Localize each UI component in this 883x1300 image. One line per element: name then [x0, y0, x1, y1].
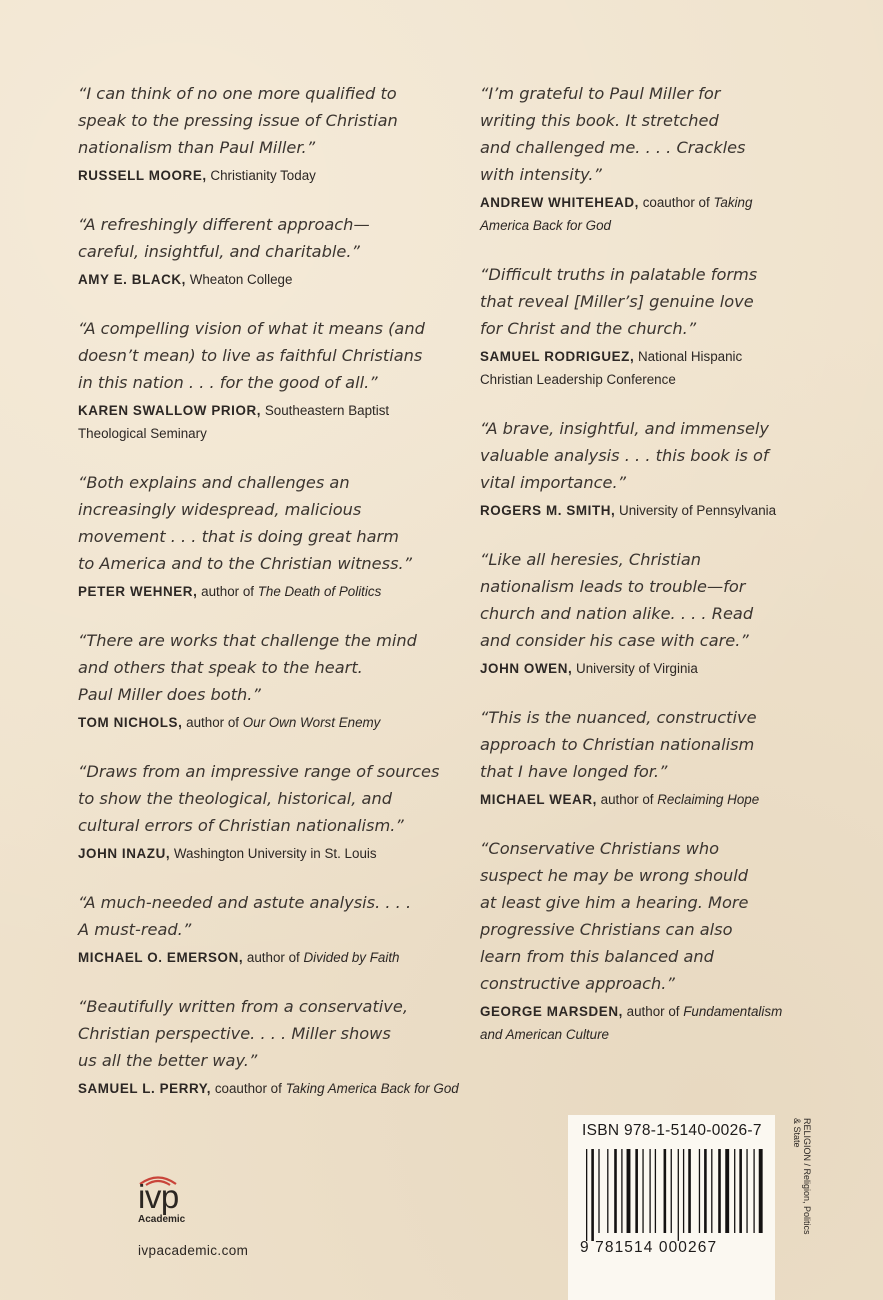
barcode-bar [591, 1149, 594, 1241]
endorsement-quote: “There are works that challenge the mind and others that speak to the heart. Paul Miller does both.” [78, 631, 417, 704]
barcode-bar [718, 1149, 721, 1233]
endorser-book-title: Our Own Worst Enemy [242, 715, 381, 730]
endorsement-quote: “Like all heresies, Christian nationalism leads to trouble—for church and nation alike. . . . Read and consider his case with care.” [480, 550, 754, 650]
endorser-affiliation: coauthor of [638, 195, 714, 210]
logo-wordmark: ivp [138, 1178, 179, 1215]
endorser-affiliation: author of [622, 1004, 684, 1019]
barcode-bar [704, 1149, 707, 1233]
endorser-affiliation: National Hispanic Christian Leadership Conference [480, 349, 743, 387]
logo-imprint: Academic [138, 1214, 186, 1225]
endorser-name: JOHN INAZU, [78, 846, 171, 861]
endorser-affiliation: University of Virginia [572, 661, 698, 676]
endorsement-quote: “I can think of no one more qualified to speak to the pressing issue of Christian nationalism than Paul Miller.” [78, 84, 398, 157]
barcode-bar [586, 1149, 587, 1241]
endorsement-attribution [78, 946, 468, 969]
endorser-affiliation: author of [596, 792, 658, 807]
barcode-digits: 9 781514 000267 [580, 1239, 718, 1256]
barcode-bar [753, 1149, 754, 1233]
endorsement [480, 261, 820, 391]
endorser-name: TOM NICHOLS, [78, 715, 183, 730]
endorsement-attribution [78, 711, 468, 734]
barcode-bar [627, 1149, 631, 1233]
endorsement-attribution [480, 788, 820, 811]
endorsements-left-column [78, 80, 468, 1124]
endorsement-attribution [78, 580, 468, 603]
endorser-name: MICHAEL WEAR, [480, 792, 597, 807]
endorser-book-title: The Death of Politics [257, 584, 382, 599]
endorsement-quote: “Beautifully written from a conservative, Christian perspective. . . . Miller shows us all the better way.” [78, 997, 408, 1070]
endorsement-attribution [78, 399, 468, 445]
endorsement-attribution [78, 164, 468, 187]
endorsement [78, 627, 468, 734]
barcode-bar [664, 1149, 667, 1233]
endorser-book-title: Fundamentalism and American Culture [480, 1004, 783, 1042]
endorsement-quote: “A refreshingly different approach— careful, insightful, and charitable.” [78, 215, 370, 261]
barcode-bar [642, 1149, 643, 1233]
endorsement-attribution [480, 191, 820, 237]
endorser-affiliation: coauthor of [211, 1081, 286, 1096]
endorser-book-title: Taking America Back for God [480, 195, 753, 233]
endorsement-attribution [78, 268, 468, 291]
endorsement-attribution [480, 345, 820, 391]
barcode-bar [649, 1149, 650, 1233]
endorsement-attribution [78, 842, 468, 865]
endorser-affiliation: University of Pennsylvania [615, 503, 777, 518]
endorsement [480, 546, 820, 680]
endorsement [78, 993, 468, 1100]
barcode-bar [739, 1149, 742, 1233]
endorsement [78, 80, 468, 187]
endorsement-attribution [480, 1000, 820, 1046]
barcode-panel [568, 1115, 775, 1300]
endorser-affiliation: author of [197, 584, 258, 599]
endorser-affiliation: Wheaton College [186, 272, 293, 287]
barcode-bar [759, 1149, 763, 1233]
barcode-bar [655, 1149, 656, 1233]
endorser-affiliation: author of [182, 715, 243, 730]
endorsement [480, 704, 820, 811]
endorsement-quote: “A brave, insightful, and immensely valuable analysis . . . this book is of vital importance.” [480, 419, 770, 492]
endorser-name: RUSSELL MOORE, [78, 168, 207, 183]
endorsement-quote: “This is the nuanced, constructive approach to Christian nationalism that I have longed for.” [480, 708, 757, 781]
endorsement [78, 889, 468, 969]
endorsement-quote: “Both explains and challenges an increasingly widespread, malicious movement . . . that is doing great harm to America and to the Christian witness.” [78, 473, 413, 573]
publisher-website: ivpacademic.com [138, 1243, 249, 1258]
barcode-bar [725, 1149, 729, 1233]
endorsement-quote: “I’m grateful to Paul Miller for writing this book. It stretched and challenged me. . . . Crackles with intensity.” [480, 84, 746, 184]
category-label: RELIGION / Religion, Politics & State [792, 1118, 812, 1235]
endorsement-attribution [78, 1077, 468, 1100]
endorsement-quote: “Draws from an impressive range of sources to show the theological, historical, and cultural errors of Christian nationalism.” [78, 762, 440, 835]
endorsement-quote: “Difficult truths in palatable forms that reveal [Miller’s] genuine love for Christ and the church.” [480, 265, 758, 338]
endorsements-right-column [480, 80, 820, 1070]
barcode-bar [621, 1149, 622, 1233]
barcode-bar [678, 1149, 679, 1241]
barcode-bar [671, 1149, 672, 1233]
endorser-affiliation: Washington University in St. Louis [170, 846, 377, 861]
endorser-name: MICHAEL O. EMERSON, [78, 950, 244, 965]
barcode-bar [688, 1149, 691, 1233]
endorsement-attribution [480, 499, 820, 522]
barcode-bar [683, 1149, 684, 1233]
barcode-bar [699, 1149, 700, 1233]
endorser-affiliation: author of [243, 950, 304, 965]
endorser-name: SAMUEL L. PERRY, [78, 1081, 212, 1096]
endorser-name: SAMUEL RODRIGUEZ, [480, 349, 635, 364]
endorser-affiliation: Southeastern Baptist Theological Seminary [78, 403, 390, 441]
endorsement [78, 469, 468, 603]
barcode-bar [635, 1149, 638, 1233]
endorsement-quote: “A much-needed and astute analysis. . . . A must-read.” [78, 893, 412, 939]
endorser-book-title: Divided by Faith [303, 950, 400, 965]
publisher-logo [138, 1172, 278, 1225]
endorser-name: ROGERS M. SMITH, [480, 503, 616, 518]
endorsement [480, 80, 820, 237]
barcode-bar [734, 1149, 735, 1233]
barcode-bar [746, 1149, 747, 1233]
endorser-name: AMY E. BLACK, [78, 272, 186, 287]
barcode-bar [711, 1149, 712, 1233]
endorsement [78, 315, 468, 445]
barcode-bar [614, 1149, 617, 1233]
endorsement [78, 758, 468, 865]
barcode-bar [598, 1149, 599, 1233]
endorser-name: KAREN SWALLOW PRIOR, [78, 403, 262, 418]
endorsement [78, 211, 468, 291]
endorsement [480, 415, 820, 522]
endorser-name: PETER WEHNER, [78, 584, 198, 599]
endorser-name: JOHN OWEN, [480, 661, 573, 676]
barcode-bar [607, 1149, 608, 1233]
endorsement-attribution [480, 657, 820, 680]
endorsement-quote: “Conservative Christians who suspect he may be wrong should at least give him a hearing. More progressive Christians can also learn from this balanced and constructive approach.” [480, 839, 749, 993]
endorser-name: GEORGE MARSDEN, [480, 1004, 623, 1019]
endorser-affiliation: Christianity Today [206, 168, 316, 183]
endorsement [480, 835, 820, 1046]
isbn-label: ISBN 978-1-5140-0026-7 [582, 1122, 762, 1139]
endorsement-quote: “A compelling vision of what it means (and doesn’t mean) to live as faithful Christians in this nation . . . for the good of all.” [78, 319, 425, 392]
endorser-name: ANDREW WHITEHEAD, [480, 195, 639, 210]
barcode-bars [580, 1149, 766, 1241]
endorser-book-title: Taking America Back for God [285, 1081, 459, 1096]
endorser-book-title: Reclaiming Hope [657, 792, 760, 807]
